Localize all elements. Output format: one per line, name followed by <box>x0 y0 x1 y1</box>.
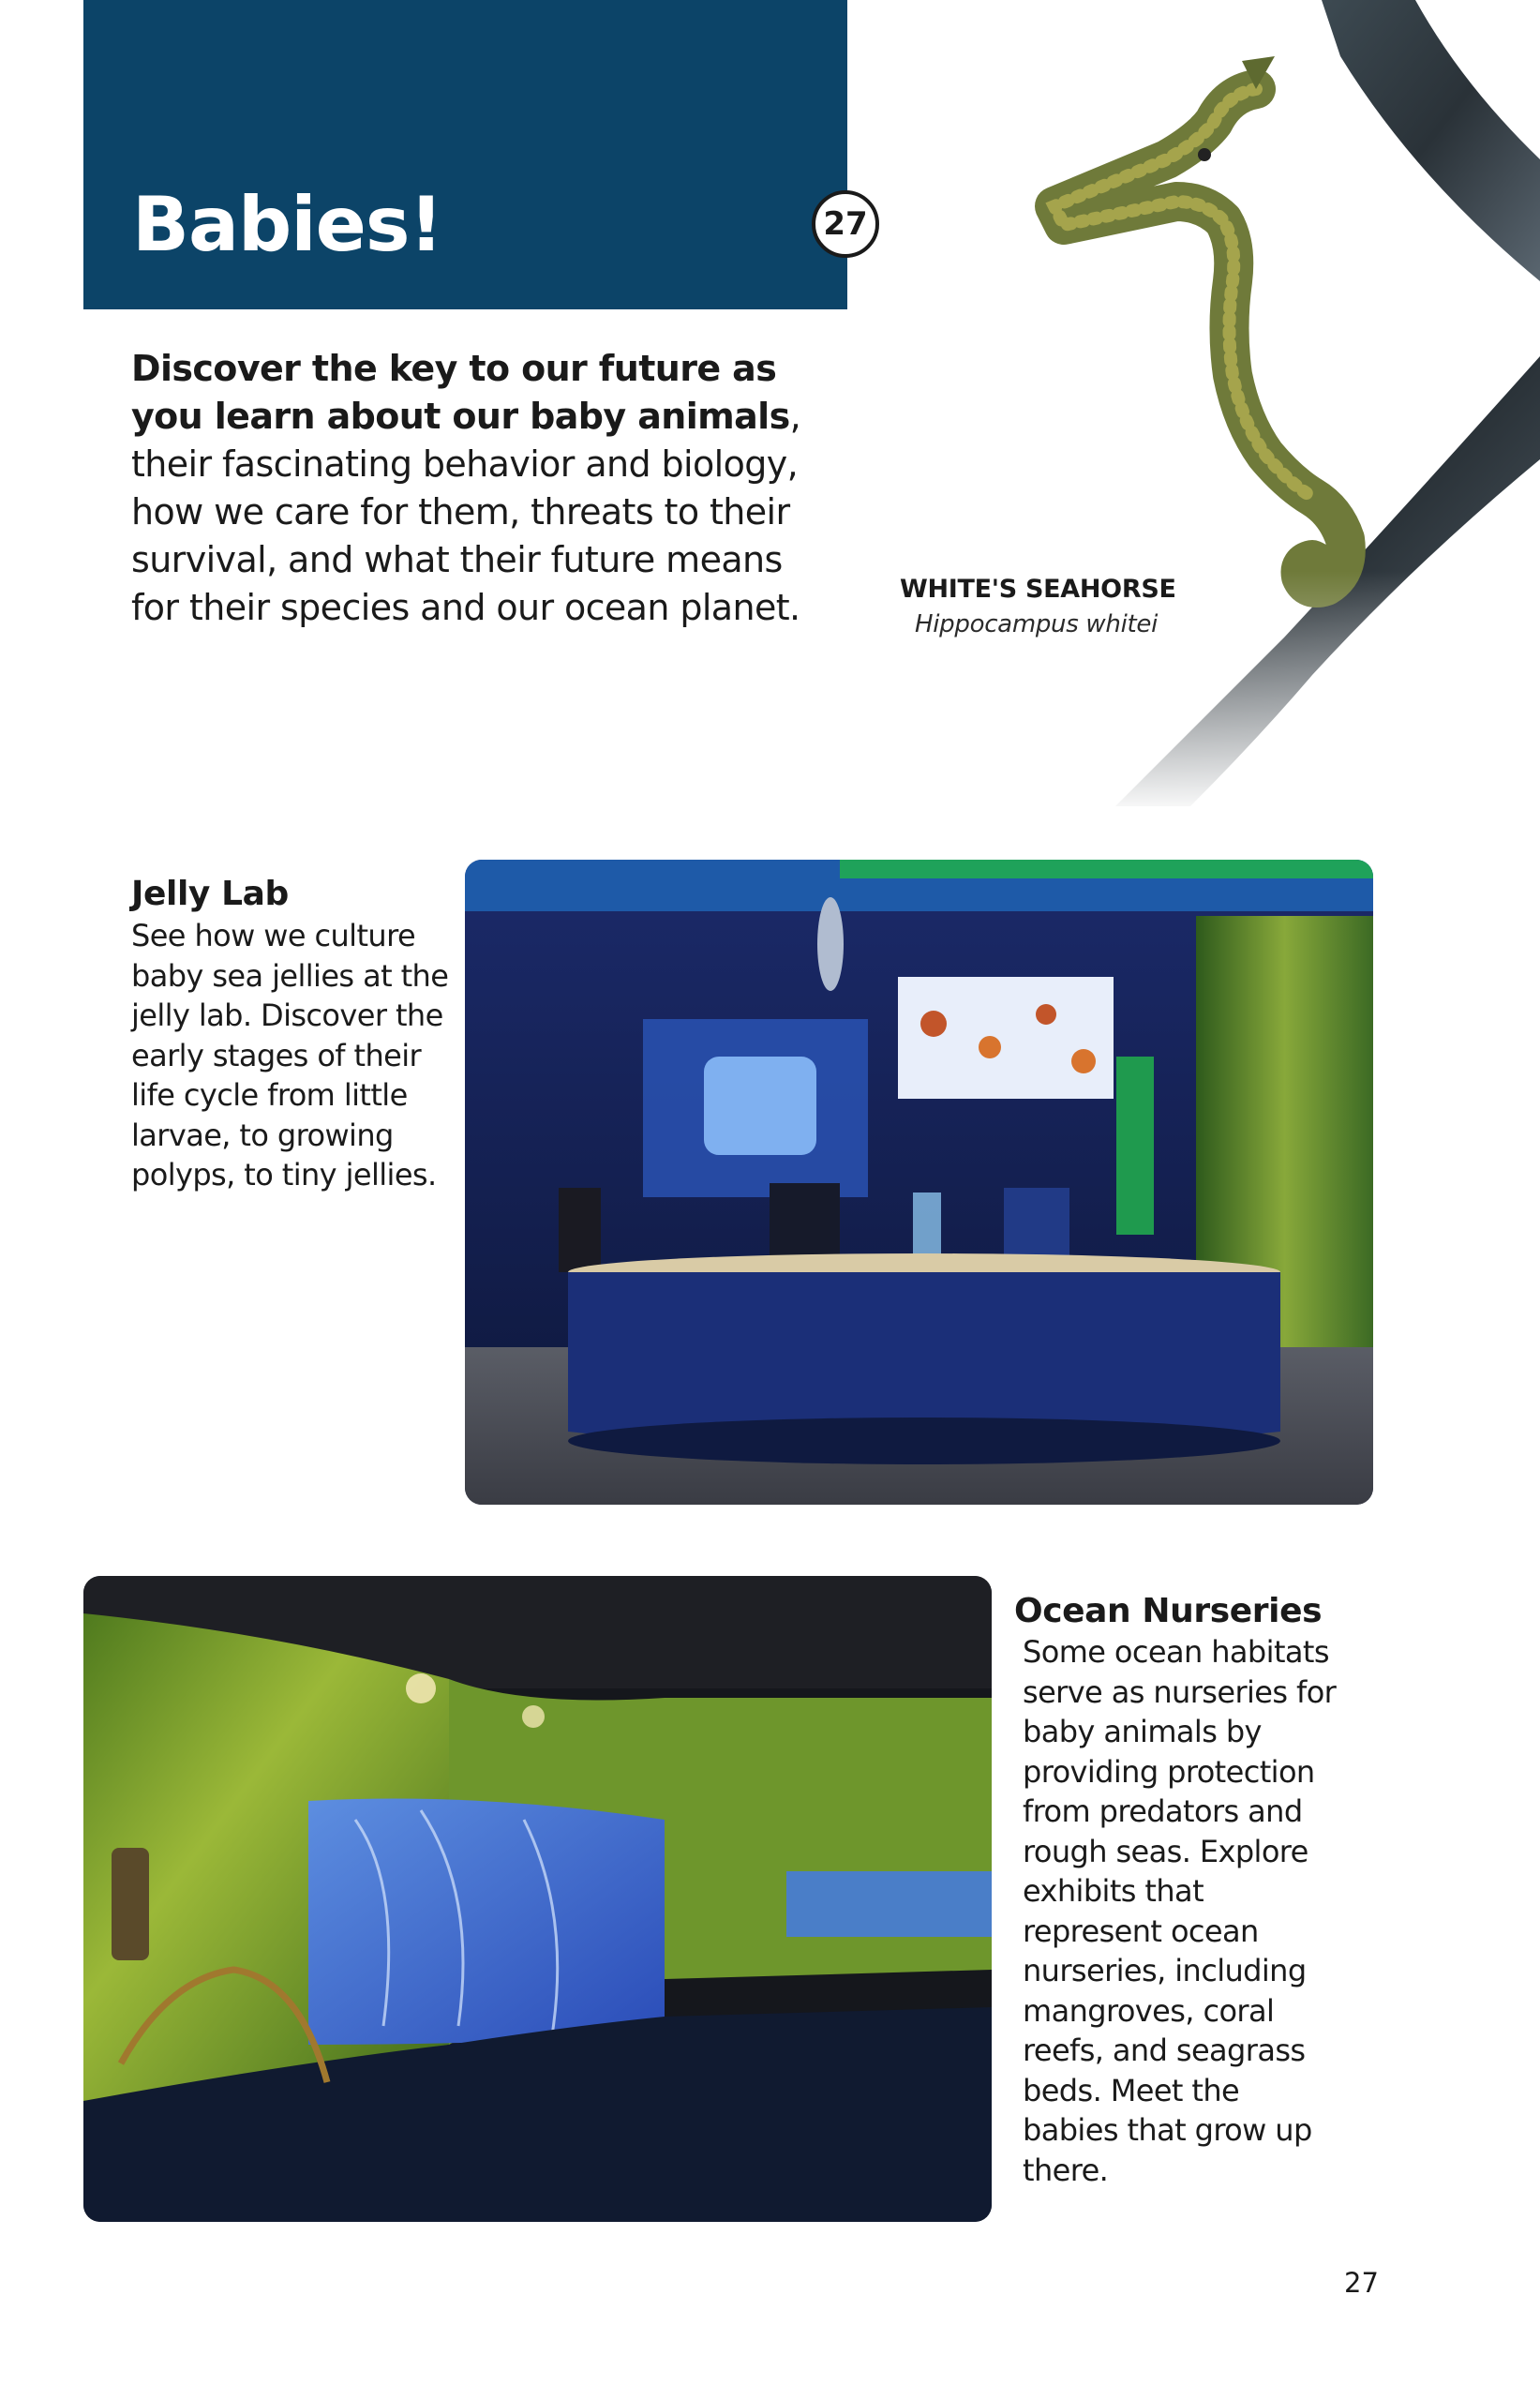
page-number: 27 <box>1344 2267 1379 2299</box>
intro-body-text: , their fascinating behavior and biology, how we care for them, threats to their survival, and what their future means for their species and our ocean planet. <box>131 396 801 628</box>
jelly-lab-photo <box>465 860 1373 1505</box>
jelly-lab-title: Jelly Lab <box>131 875 289 913</box>
seahorse-image <box>975 0 1540 816</box>
jelly-lab-description: See how we culture baby sea jellies at the jelly lab. Discover the early stages of their life cycle from little larvae, to growing polyps, to tiny jellies. <box>131 918 449 1192</box>
intro-paragraph <box>131 345 825 632</box>
intro-bold-text: Discover the key to our future as you learn about our baby animals <box>131 348 790 437</box>
ocean-nurseries-title: Ocean Nurseries <box>1014 1592 1323 1630</box>
seahorse-common-name: WHITE'S SEAHORSE <box>900 575 1176 604</box>
ocean-nurseries-description: Some ocean habitats serve as nurseries for baby animals by providing protection from predators and rough seas. Explore exhibits that represent ocean nurseries, including mangroves, coral reefs, and seagrass beds. Meet the babies that grow up there. <box>1023 1634 1337 2188</box>
stop-number-badge: 27 <box>812 190 879 258</box>
ocean-nurseries-photo <box>83 1576 992 2222</box>
page-title: Babies! <box>132 181 443 268</box>
seahorse-scientific-name: Hippocampus whitei <box>915 610 1159 638</box>
header-band <box>83 0 847 309</box>
